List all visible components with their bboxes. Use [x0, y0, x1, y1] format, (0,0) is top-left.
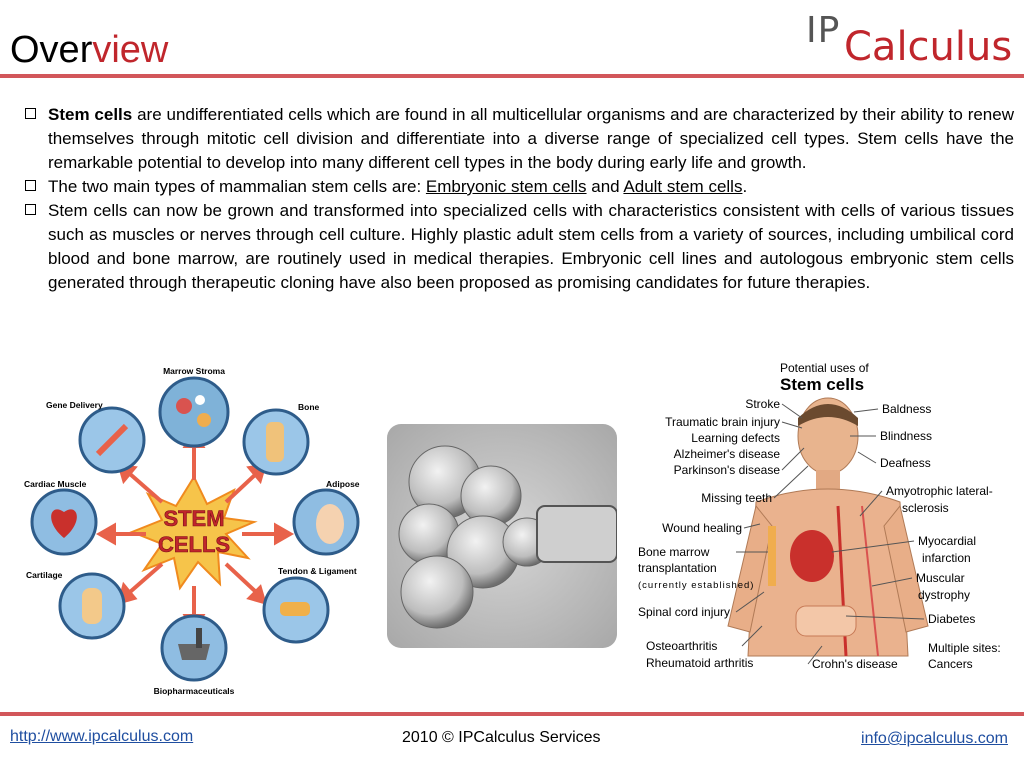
label-muscular: Muscular [916, 571, 965, 585]
label-als: Amyotrophic lateral- [886, 484, 993, 498]
embryonic-stem-cells-link[interactable]: Embryonic stem cells [425, 177, 587, 196]
header-divider [0, 74, 1024, 78]
label-multiple-sites: Multiple sites: [928, 641, 1001, 655]
label-bone-marrow: Bone marrow [638, 545, 710, 559]
adult-stem-cells-link[interactable]: Adult stem cells [623, 177, 743, 196]
uses-title-1: Potential uses of [780, 361, 869, 375]
label-sclerosis: sclerosis [902, 501, 949, 515]
label-rheumatoid-arthritis: Rheumatoid arthritis [646, 656, 754, 670]
pipette [537, 506, 617, 562]
cartilage-circle [60, 574, 124, 638]
label-traumatic-brain-injury: Traumatic brain injury [665, 415, 780, 429]
stem-cell-wheel-figure [14, 362, 372, 702]
tendon-circle [264, 578, 328, 642]
title-part2: view [92, 29, 169, 71]
checkbox-bullet-icon [25, 204, 36, 215]
label-stroke: Stroke [745, 397, 780, 411]
label-biopharmaceuticals: Biopharmaceuticals [153, 686, 235, 696]
slide-title [10, 28, 168, 72]
footer-divider [0, 712, 1024, 716]
label-crohns-disease: Crohn's disease [812, 657, 898, 671]
bullet-2-prefix: The two main types of mammalian stem cells are: [48, 177, 426, 196]
label-learning-defects: Learning defects [691, 431, 780, 445]
label-deafness: Deafness [880, 456, 931, 470]
bullet-1-lead: Stem cells [48, 105, 133, 124]
website-link[interactable]: http://www.ipcalculus.com [10, 728, 194, 745]
label-bone: Bone [298, 402, 320, 412]
cells-label: CELLS [157, 532, 231, 557]
bullet-list [24, 103, 1014, 295]
email-link[interactable]: info@ipcalculus.com [861, 730, 1008, 747]
bullet-1 [24, 103, 1014, 175]
ipcalculus-logo [806, 10, 1014, 70]
label-infarction: infarction [922, 551, 971, 565]
adipose-circle [294, 490, 358, 554]
checkbox-bullet-icon [25, 108, 36, 119]
bone-circle [244, 410, 308, 474]
bullet-2 [24, 175, 1014, 199]
logo-calculus: Calculus [844, 24, 1013, 70]
label-parkinsons: Parkinson's disease [673, 463, 780, 477]
label-currently-established: (currently established) [638, 580, 755, 591]
bullet-3 [24, 199, 1014, 295]
label-tendon: Tendon & Ligament [278, 566, 357, 576]
stem-label: STEM [163, 506, 225, 531]
label-cartilage: Cartilage [26, 570, 63, 580]
bullet-3-text: Stem cells can now be grown and transformed into specialized cells with characteristics consistent with cells of various tissues such as muscles or nerves through cell culture. Highly plastic adult stem cells from a variety of sources, including umbilical cord blood and bone marrow, are routinely used in medical therapies. Embryonic cell lines and autologous embryonic stem cells generated through therapeutic cloning have also been proposed as promising candidates for future therapies. [48, 201, 1014, 292]
gene-delivery-circle [80, 408, 144, 472]
title-part1: Over [10, 29, 93, 71]
label-wound-healing: Wound healing [662, 521, 742, 535]
embryo-micrograph [387, 424, 617, 648]
label-gene-delivery: Gene Delivery [46, 400, 103, 410]
label-osteoarthritis: Osteoarthritis [646, 639, 718, 653]
label-myocardial: Myocardial [918, 534, 977, 548]
label-baldness: Baldness [882, 402, 932, 416]
label-diabetes: Diabetes [928, 612, 976, 626]
potential-uses-figure [632, 356, 1020, 676]
logo-ip: IP [806, 10, 841, 51]
label-cancers: Cancers [928, 657, 973, 671]
label-dystrophy: dystrophy [918, 588, 971, 602]
label-alzheimers: Alzheimer's disease [673, 447, 780, 461]
bullet-1-text: are undifferentiated cells which are found in all multicellular organisms and are characterized by their ability to renew themselves through mitotic cell division and differentiate into a diverse range of specialized cell types. Stem cells have the remarkable potential to develop into many different cell types in the body during early life and growth. [48, 105, 1014, 172]
marrow-stroma-circle [160, 378, 228, 446]
label-spinal-cord-injury: Spinal cord injury [638, 605, 731, 619]
label-marrow-stroma: Marrow Stroma [163, 366, 225, 376]
label-adipose: Adipose [326, 479, 360, 489]
uses-title-2: Stem cells [780, 375, 865, 394]
cardiac-circle [32, 490, 96, 554]
label-transplantation: transplantation [638, 561, 717, 575]
checkbox-bullet-icon [25, 180, 36, 191]
label-blindness: Blindness [880, 429, 933, 443]
bullet-2-middle: and [586, 177, 624, 196]
label-missing-teeth: Missing teeth [701, 491, 772, 505]
copyright-text: 2010 © IPCalculus Services [402, 729, 601, 746]
bullet-2-suffix: . [742, 177, 748, 196]
label-cardiac-muscle: Cardiac Muscle [24, 479, 87, 489]
biopharma-circle [162, 616, 226, 680]
